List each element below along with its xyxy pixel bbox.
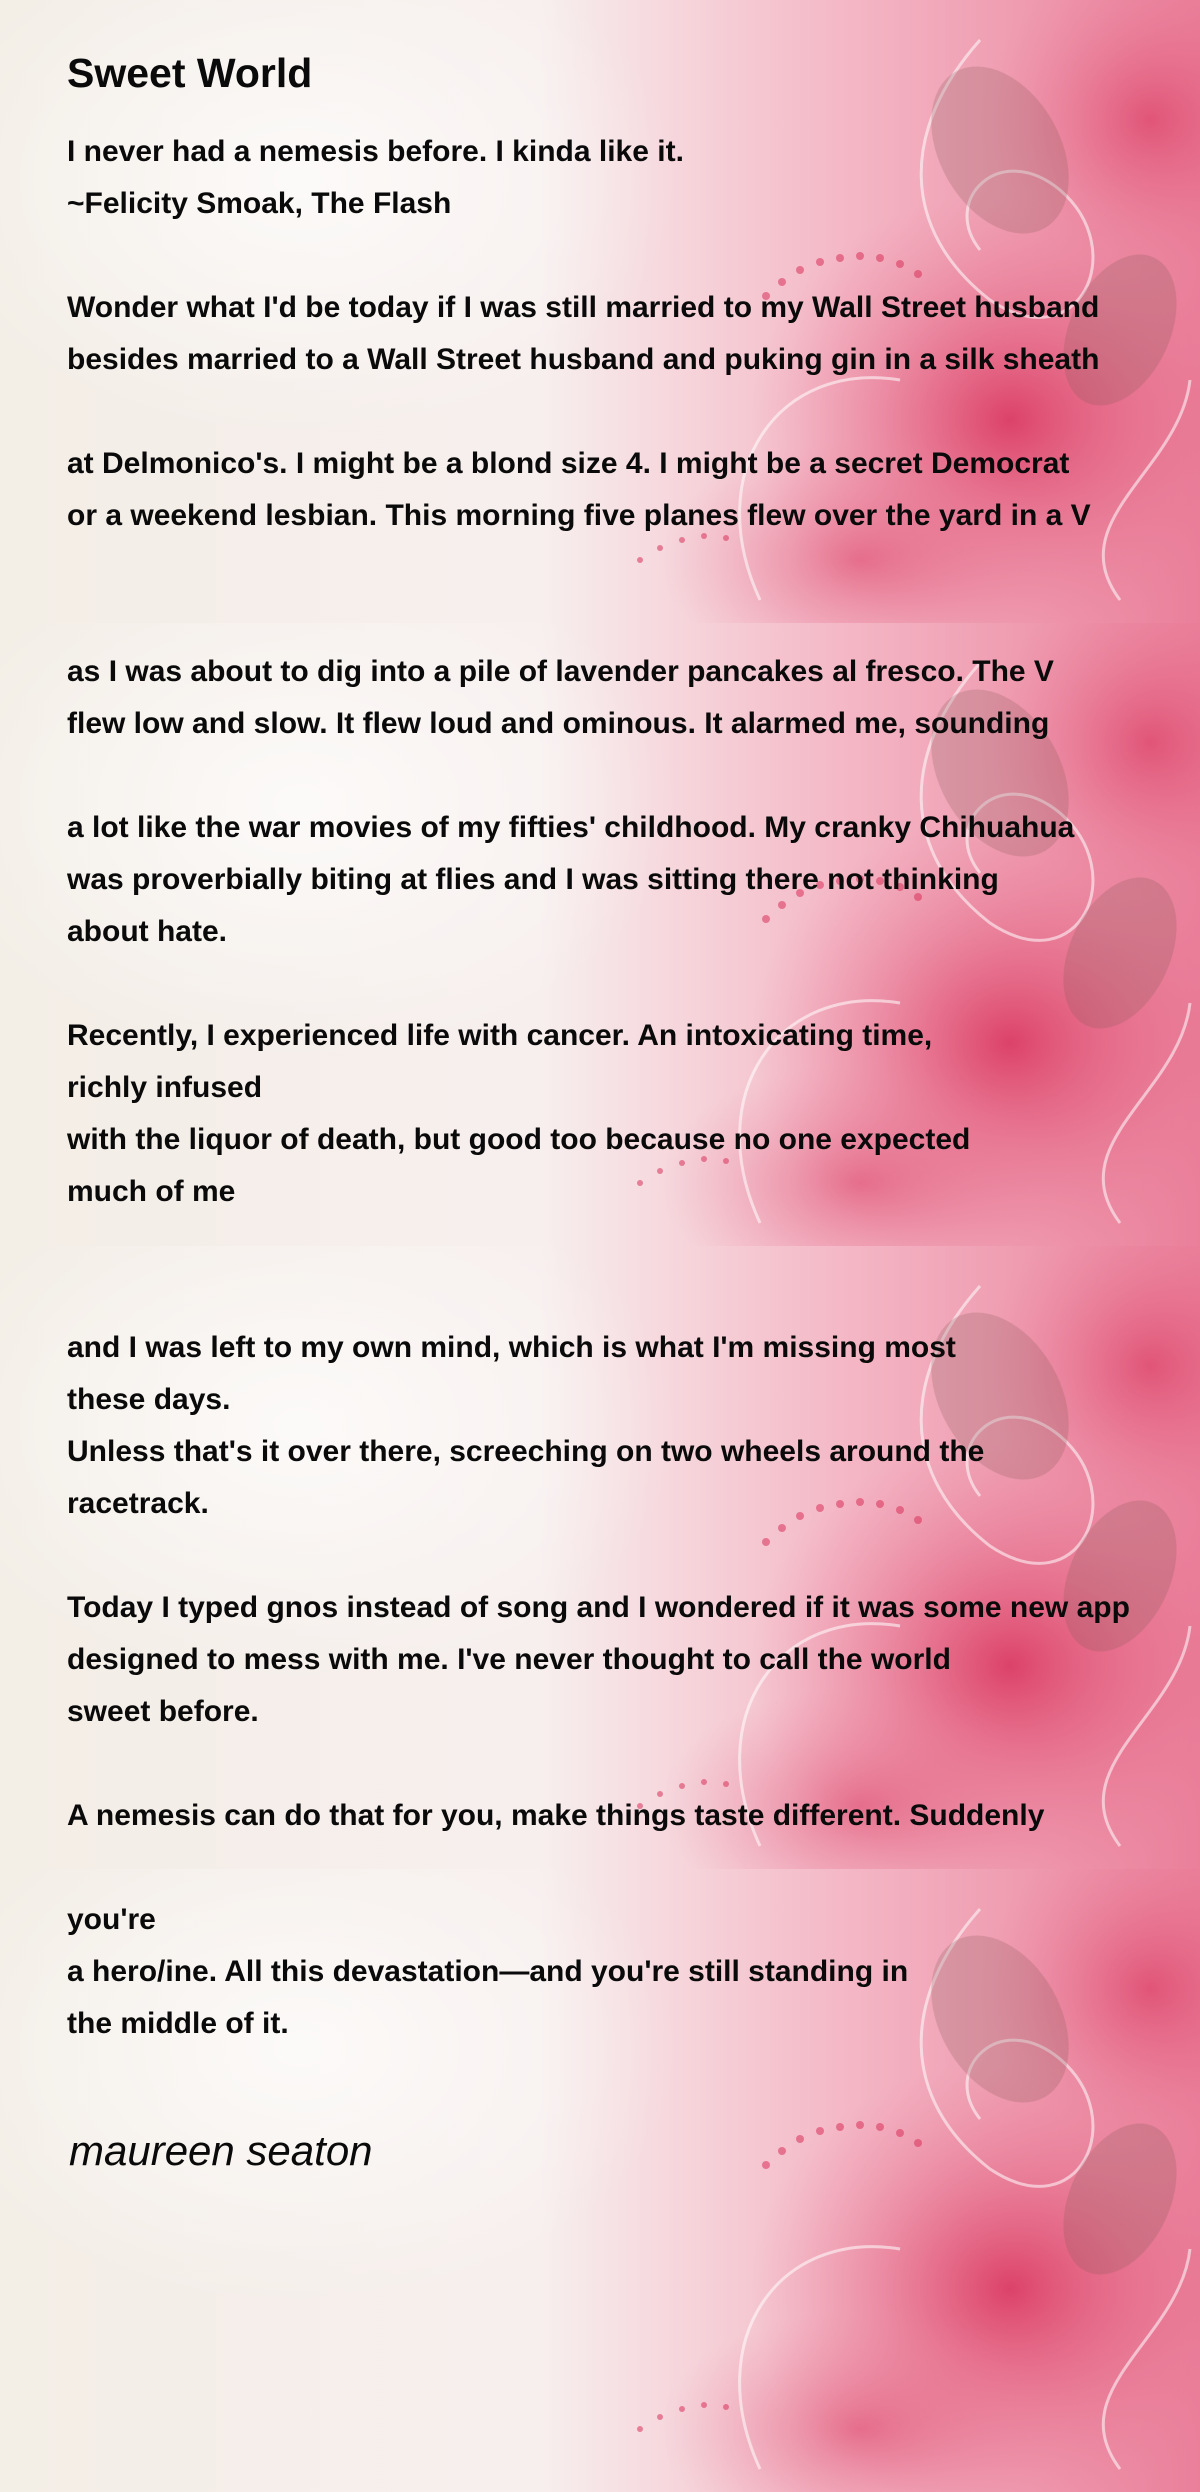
poem-line: as I was about to dig into a pile of lavender pancakes al fresco. The V — [67, 655, 1054, 688]
poem-line: I never had a nemesis before. I kinda like it. — [67, 135, 684, 168]
poem-author: maureen seaton — [69, 2127, 373, 2174]
poem-line: you're — [67, 1903, 156, 1936]
poem-line: much of me — [67, 1175, 236, 1208]
poem-line: racetrack. — [67, 1487, 209, 1520]
poem-line: at Delmonico's. I might be a blond size 4. I might be a secret Democrat — [67, 447, 1070, 480]
poem-line: sweet before. — [67, 1695, 259, 1728]
poem-line: besides married to a Wall Street husband and puking gin in a silk sheath — [67, 343, 1100, 376]
poem-line: designed to mess with me. I've never thought to call the world — [67, 1643, 951, 1676]
poem-line: with the liquor of death, but good too because no one expected — [67, 1123, 971, 1156]
poem-line: A nemesis can do that for you, make things taste different. Suddenly — [67, 1799, 1045, 1832]
poem-line: Wonder what I'd be today if I was still married to my Wall Street husband — [67, 291, 1100, 324]
poem-line: richly infused — [67, 1071, 263, 1104]
poem-line: ~Felicity Smoak, The Flash — [67, 187, 452, 220]
poem-line: flew low and slow. It flew loud and ominous. It alarmed me, sounding — [67, 707, 1050, 740]
poem-line: about hate. — [67, 915, 228, 948]
poem-line: a lot like the war movies of my fifties' childhood. My cranky Chihuahua — [67, 811, 1075, 844]
poem-line: Today I typed gnos instead of song and I wondered if it was some new app — [67, 1591, 1130, 1624]
poem-content — [67, 40, 1200, 2230]
poem-title: Sweet World — [67, 50, 313, 96]
poem-line: the middle of it. — [67, 2007, 289, 2040]
poem-line: and I was left to my own mind, which is what I'm missing most — [67, 1331, 956, 1364]
poem-line: these days. — [67, 1383, 231, 1416]
poem-line: was proverbially biting at flies and I was sitting there not thinking — [67, 863, 999, 896]
poem-line: Unless that's it over there, screeching on two wheels around the — [67, 1435, 985, 1468]
poem-line: Recently, I experienced life with cancer. An intoxicating time, — [67, 1019, 933, 1052]
poem-line: or a weekend lesbian. This morning five planes flew over the yard in a V — [67, 499, 1091, 532]
poem-line: a hero/ine. All this devastation—and you're still standing in — [67, 1955, 909, 1988]
